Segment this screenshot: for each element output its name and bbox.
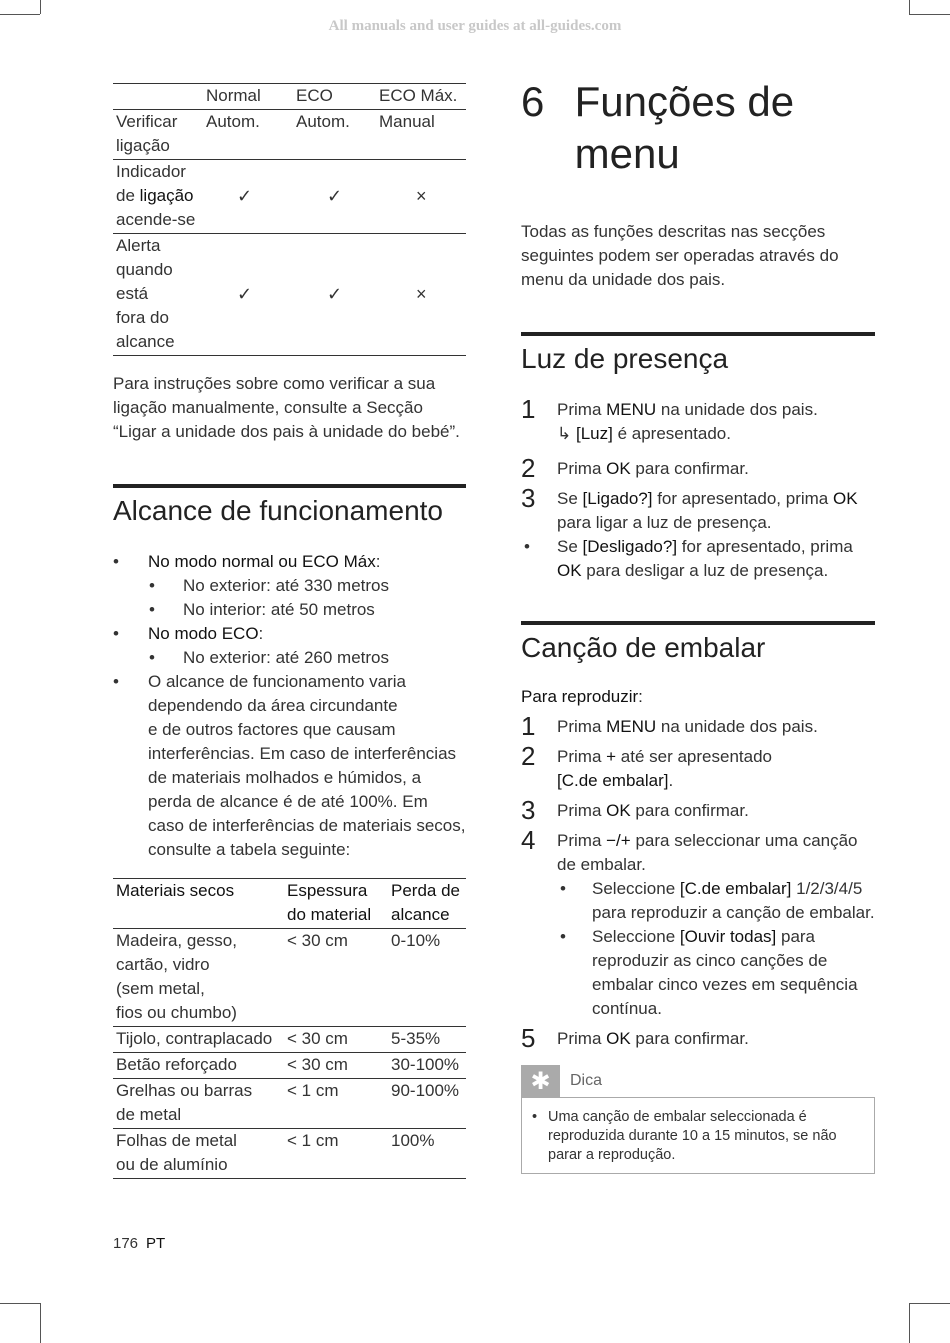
result-arrow-icon: ↳	[557, 424, 572, 443]
step: 2 Prima + até ser apresentado [C.de embalar].	[521, 741, 773, 790]
page-number: 176	[113, 1235, 139, 1252]
step-result: ↳ [Luz] é apresentado.	[557, 424, 731, 443]
bullet-icon: •	[149, 600, 155, 619]
crop-mark-top-right-h	[909, 14, 950, 15]
table-row	[113, 1079, 466, 1129]
chapter-heading	[521, 76, 875, 180]
step-number: 2	[521, 741, 536, 771]
nightlight-title: Luz de presença	[521, 343, 729, 374]
check-icon: ✓	[237, 284, 253, 304]
connection-table	[113, 83, 466, 356]
section-rule	[113, 484, 466, 488]
row-label: Alerta quando está fora do alcance	[116, 236, 175, 351]
cell-eco-max: Manual	[379, 112, 435, 131]
menu-intro: Todas as funções descritas nas secções seguintes podem ser operadas através do menu da unidade dos pais.	[521, 222, 839, 289]
step: 2 Prima OK para confirmar.	[521, 453, 749, 483]
language-code: PT	[146, 1235, 166, 1252]
thickness-cell: < 30 cm	[287, 931, 348, 950]
crop-mark-top-right-v	[909, 0, 910, 14]
list-item: • Seleccione [Ouvir todas] para reproduzir as cinco canções de embalar cinco vezes em sequência contínua.	[560, 927, 858, 1018]
chapter-number: 6	[521, 78, 545, 125]
material-cell: Grelhas ou barras de metal	[116, 1081, 253, 1124]
bullet-icon: •	[532, 1109, 538, 1125]
check-icon: ✓	[327, 284, 343, 304]
check-icon: ✓	[237, 186, 253, 206]
section-rule	[521, 621, 875, 625]
lullaby-title: Canção de embalar	[521, 632, 766, 663]
step-number: 3	[521, 795, 536, 825]
list-item: • O alcance de funcionamento varia dependendo da área circundante e de outros factores que causam interferências. Em caso de interferências de materiais molhados e húmidos, a perda de alcance é de até 100%. Em caso de interferências de materiais secos, consulte a tabela seguinte:	[113, 672, 466, 859]
step: 4 Prima −/+ para seleccionar uma canção de embalar. • Seleccione [C.de embalar] 1/2/3/4/5 para reproduzir a canção de embalar. • Seleccione [Ouvir todas] para reproduzir as cinco canções de embalar cinco vezes em sequência contínua.	[521, 829, 875, 1021]
bullet-icon: •	[149, 576, 155, 595]
cross-icon: ×	[416, 284, 427, 304]
lullaby-steps	[521, 711, 875, 1053]
crop-mark-bottom-left-v	[40, 1303, 41, 1343]
bullet-icon: •	[113, 672, 119, 691]
connection-table-header	[113, 84, 466, 110]
table-row	[113, 160, 466, 234]
materials-table	[113, 878, 466, 1179]
bullet-icon: •	[524, 537, 530, 556]
list-item: • No exterior: até 260 metros	[113, 646, 466, 670]
tip-box	[521, 1097, 875, 1174]
crop-mark-top-left-h	[0, 14, 40, 15]
bullet-icon: •	[560, 927, 566, 946]
table-row	[113, 110, 466, 160]
bullet-icon: •	[560, 879, 566, 898]
tip-block	[521, 1065, 875, 1174]
list-item: • No exterior: até 330 metros	[113, 574, 466, 598]
header-blank	[113, 84, 203, 110]
material-cell: Madeira, gesso, cartão, vidro (sem metal, fios ou chumbo)	[116, 931, 237, 1022]
step-number: 2	[521, 453, 536, 483]
header-thickness: Espessura do material	[287, 881, 372, 924]
row-label: Verificar ligação	[116, 112, 178, 155]
crop-mark-top-left-v	[40, 0, 41, 14]
check-icon: ✓	[327, 186, 343, 206]
list-item: • No modo ECO:	[113, 622, 466, 646]
step-number: 4	[521, 825, 536, 855]
material-cell: Betão reforçado	[116, 1055, 237, 1074]
step-number: 5	[521, 1023, 536, 1053]
bullet-icon: •	[113, 624, 119, 643]
watermark: All manuals and user guides at all-guides.com	[328, 18, 622, 34]
cross-icon: ×	[416, 186, 427, 206]
step: 1 Prima MENU na unidade dos pais.	[521, 711, 818, 741]
header-range-loss: Perda de alcance	[391, 881, 460, 924]
step: 5 Prima OK para confirmar.	[521, 1023, 749, 1053]
list-item: • Seleccione [C.de embalar] 1/2/3/4/5 para reproduzir a canção de embalar.	[560, 879, 875, 922]
tip-header	[521, 1065, 875, 1097]
thickness-cell: < 30 cm	[287, 1029, 348, 1048]
thickness-cell: < 1 cm	[287, 1081, 339, 1100]
left-column	[113, 83, 466, 1179]
crop-mark-bottom-left-h	[0, 1303, 40, 1304]
materials-table-header	[113, 879, 466, 929]
right-column	[521, 76, 875, 1174]
loss-cell: 0-10%	[391, 931, 441, 950]
loss-cell: 100%	[391, 1131, 435, 1150]
bullet-icon: •	[149, 648, 155, 667]
tip-label: Dica	[570, 1072, 603, 1089]
thickness-cell: < 1 cm	[287, 1131, 339, 1150]
crop-mark-bottom-right-h	[909, 1303, 950, 1304]
loss-cell: 5-35%	[391, 1029, 441, 1048]
header-eco: ECO	[296, 86, 333, 105]
table-row	[113, 1129, 466, 1179]
header-normal: Normal	[206, 86, 261, 105]
lullaby-subtitle: Para reproduzir:	[521, 687, 643, 706]
list-item: • No modo normal ou ECO Máx:	[113, 550, 466, 574]
cell-normal: Autom.	[206, 112, 260, 131]
step: 3 Se [Ligado?] for apresentado, prima OK para ligar a luz de presença.	[521, 483, 858, 532]
tip-text: Uma canção de embalar seleccionada é reproduzida durante 10 a 15 minutos, se não parar a reprodução.	[548, 1109, 837, 1163]
header-eco-max: ECO Máx.	[379, 86, 458, 105]
cell-eco: Autom.	[296, 112, 350, 131]
thickness-cell: < 30 cm	[287, 1055, 348, 1074]
table-row	[113, 1027, 466, 1053]
list-item: • No interior: até 50 metros	[113, 598, 466, 622]
material-cell: Folhas de metal ou de alumínio	[116, 1131, 237, 1174]
table-row	[113, 1053, 466, 1079]
step: 3 Prima OK para confirmar.	[521, 795, 749, 825]
loss-cell: 90-100%	[391, 1081, 460, 1100]
table-row	[113, 929, 466, 1027]
section-rule	[521, 332, 875, 336]
bullet-icon: •	[113, 552, 119, 571]
loss-cell: 30-100%	[391, 1055, 460, 1074]
chapter-title: Funções de menu	[574, 78, 795, 177]
page-footer	[113, 1235, 165, 1252]
range-title: Alcance de funcionamento	[113, 495, 443, 526]
step-number: 1	[521, 394, 536, 424]
range-list	[113, 550, 466, 862]
material-cell: Tijolo, contraplacado	[116, 1029, 273, 1048]
step-number: 1	[521, 711, 536, 741]
tip-asterisk-icon: ✱	[521, 1065, 560, 1097]
step-number: 3	[521, 483, 536, 513]
manual-check-note: Para instruções sobre como verificar a sua ligação manualmente, consulte a Secção “Ligar a unidade dos pais à unidade do bebé”.	[113, 374, 460, 441]
table-row	[113, 234, 466, 356]
row-label: Indicador de ligação acende-se	[116, 162, 196, 229]
crop-mark-bottom-right-v	[909, 1303, 910, 1343]
step: 1 Prima MENU na unidade dos pais. ↳ [Luz] é apresentado.	[521, 398, 875, 446]
nightlight-steps	[521, 394, 875, 583]
list-item: • Se [Desligado?] for apresentado, prima OK para desligar a luz de presença.	[524, 537, 853, 580]
header-material: Materiais secos	[116, 881, 235, 900]
